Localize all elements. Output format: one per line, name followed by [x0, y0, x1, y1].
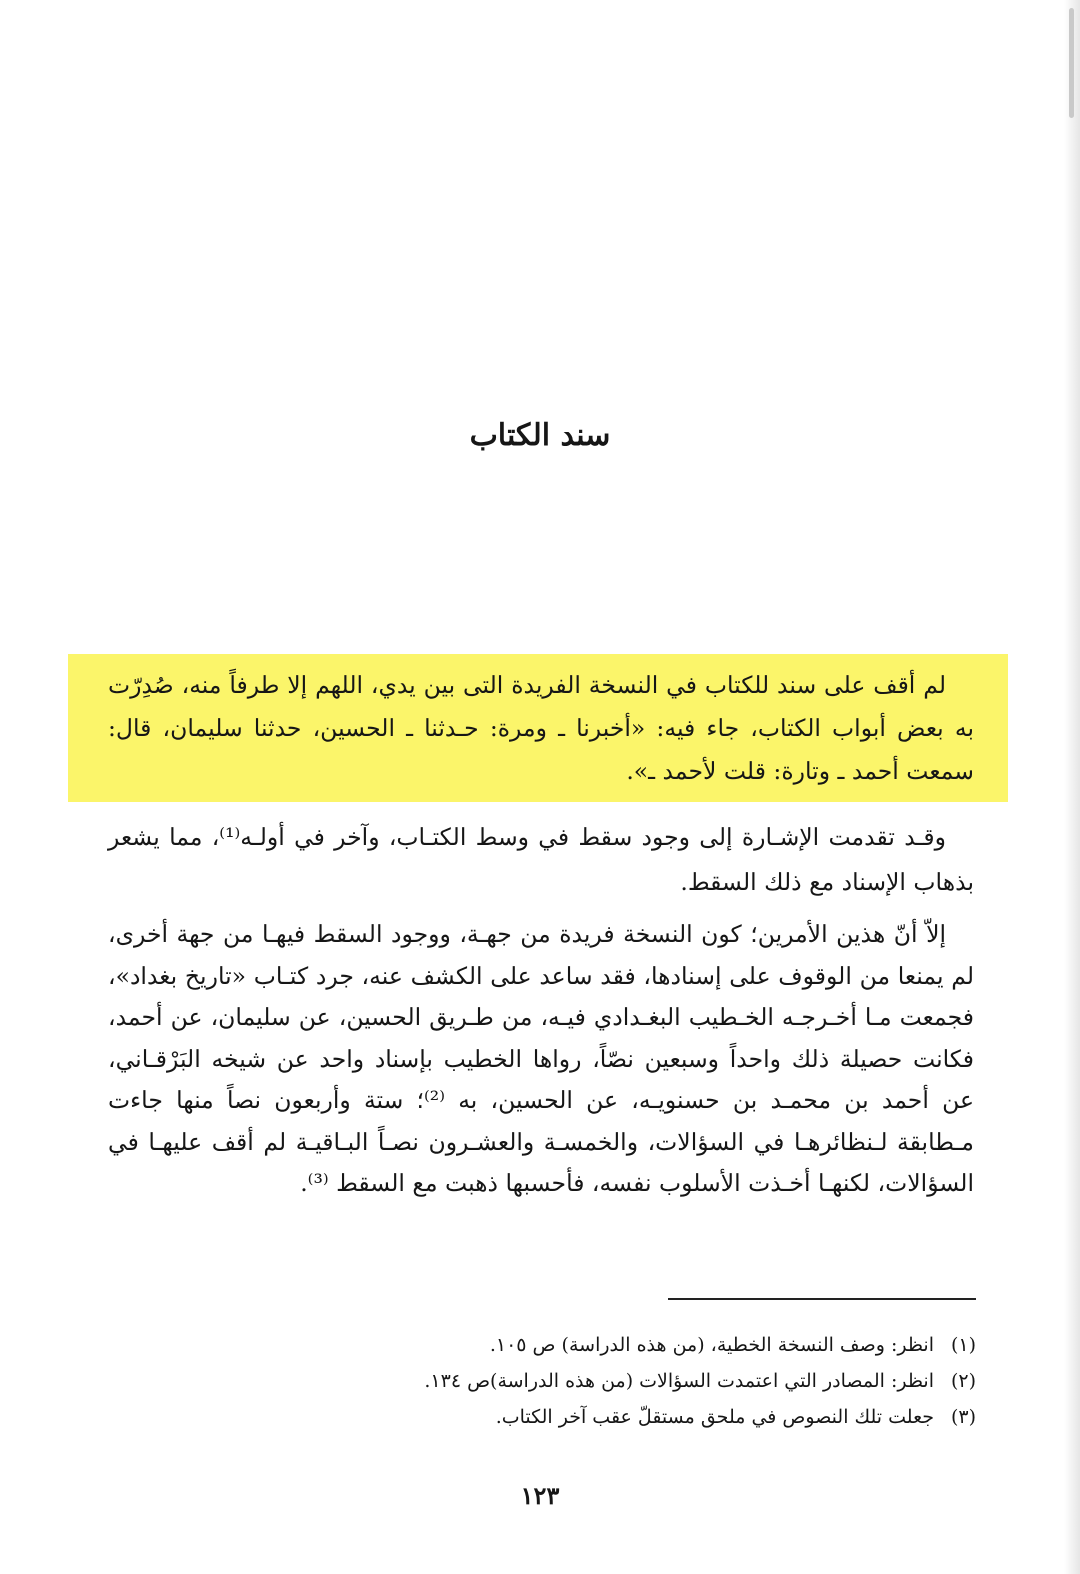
footnote-item	[300, 1363, 976, 1399]
footnote-item	[300, 1399, 976, 1435]
paragraph-highlighted	[108, 664, 974, 793]
footnote-item	[300, 1327, 976, 1363]
section-title: سند الكتاب	[469, 418, 611, 453]
paragraph-third	[108, 914, 974, 1205]
footnote-number: (١)	[950, 1334, 976, 1356]
paragraph-highlighted-text: لم أقف على سند للكتاب في النسخة الفريدة التى بين يدي، اللهم إلا طرفاً منه، صُدِرّت به بعض أبواب الكتاب، جاء فيه: «أخبرنا ـ ومرة: حـدثنا ـ الحسين، حدثنا سليمان، قال: سمعت أحمد ـ وتارة: قلت لأحمد ـ».	[108, 671, 974, 785]
paragraph-second-text: وقـد تقدمت الإشـارة إلى وجود سقط في وسط الكتـاب، وآخر في أولـه⁽¹⁾، مما يشعر بذهاب الإسناد مع ذلك السقط.	[108, 823, 974, 896]
footnotes-list	[300, 1327, 976, 1435]
footnote-separator	[668, 1298, 976, 1300]
footnote-number: (٢)	[950, 1370, 976, 1392]
footnote-text: انظر: وصف النسخة الخطية، (من هذه الدراسة) ص ١٠٥.	[489, 1334, 934, 1356]
footnote-text: جعلت تلك النصوص في ملحق مستقلّ عقب آخر الكتاب.	[495, 1406, 934, 1428]
page-edge-shadow	[1064, 0, 1080, 1574]
scrollbar-thumb[interactable]	[1069, 8, 1074, 118]
paragraph-second	[108, 815, 974, 905]
page-number: ١٢٣	[520, 1481, 560, 1510]
footnote-text: انظر: المصادر التي اعتمدت السؤالات (من هذه الدراسة)ص ١٣٤.	[424, 1370, 934, 1392]
paragraph-third-text: إلاّ أنّ هذين الأمرين؛ كون النسخة فريدة من جهـة، ووجود السقط فيهـا من جهة أخرى، لم يمنعا من الوقوف على إسنادها، فقد ساعد على الكشف عنه، جرد كتـاب «تاريخ بغداد»، فجمعت مـا أخـرجـه الخـطيب البغـدادي فيـه، من طـريق الحسين، عن سليمان، عن أحمد، فكانت حصيلة ذلك واحداً وسبعين نصّاً، رواها الخطيب بإسناد واحد عن شيخه البَرْقـاني، عن أحمد بن محمـد بن حسنويـه، عن الحسين، به ⁽²⁾؛ ستة وأربعون نصاً منها جاءت مـطابقة لـنظائرهـا في السؤالات، والخمسـة والعشـرون نصـاً البـاقيـة لم أقف عليهـا في السؤالات، لكنهـا أخـذت الأسلوب نفسه، فأحسبها ذهبت مع السقط ⁽³⁾.	[108, 920, 974, 1197]
footnote-number: (٣)	[950, 1406, 976, 1428]
